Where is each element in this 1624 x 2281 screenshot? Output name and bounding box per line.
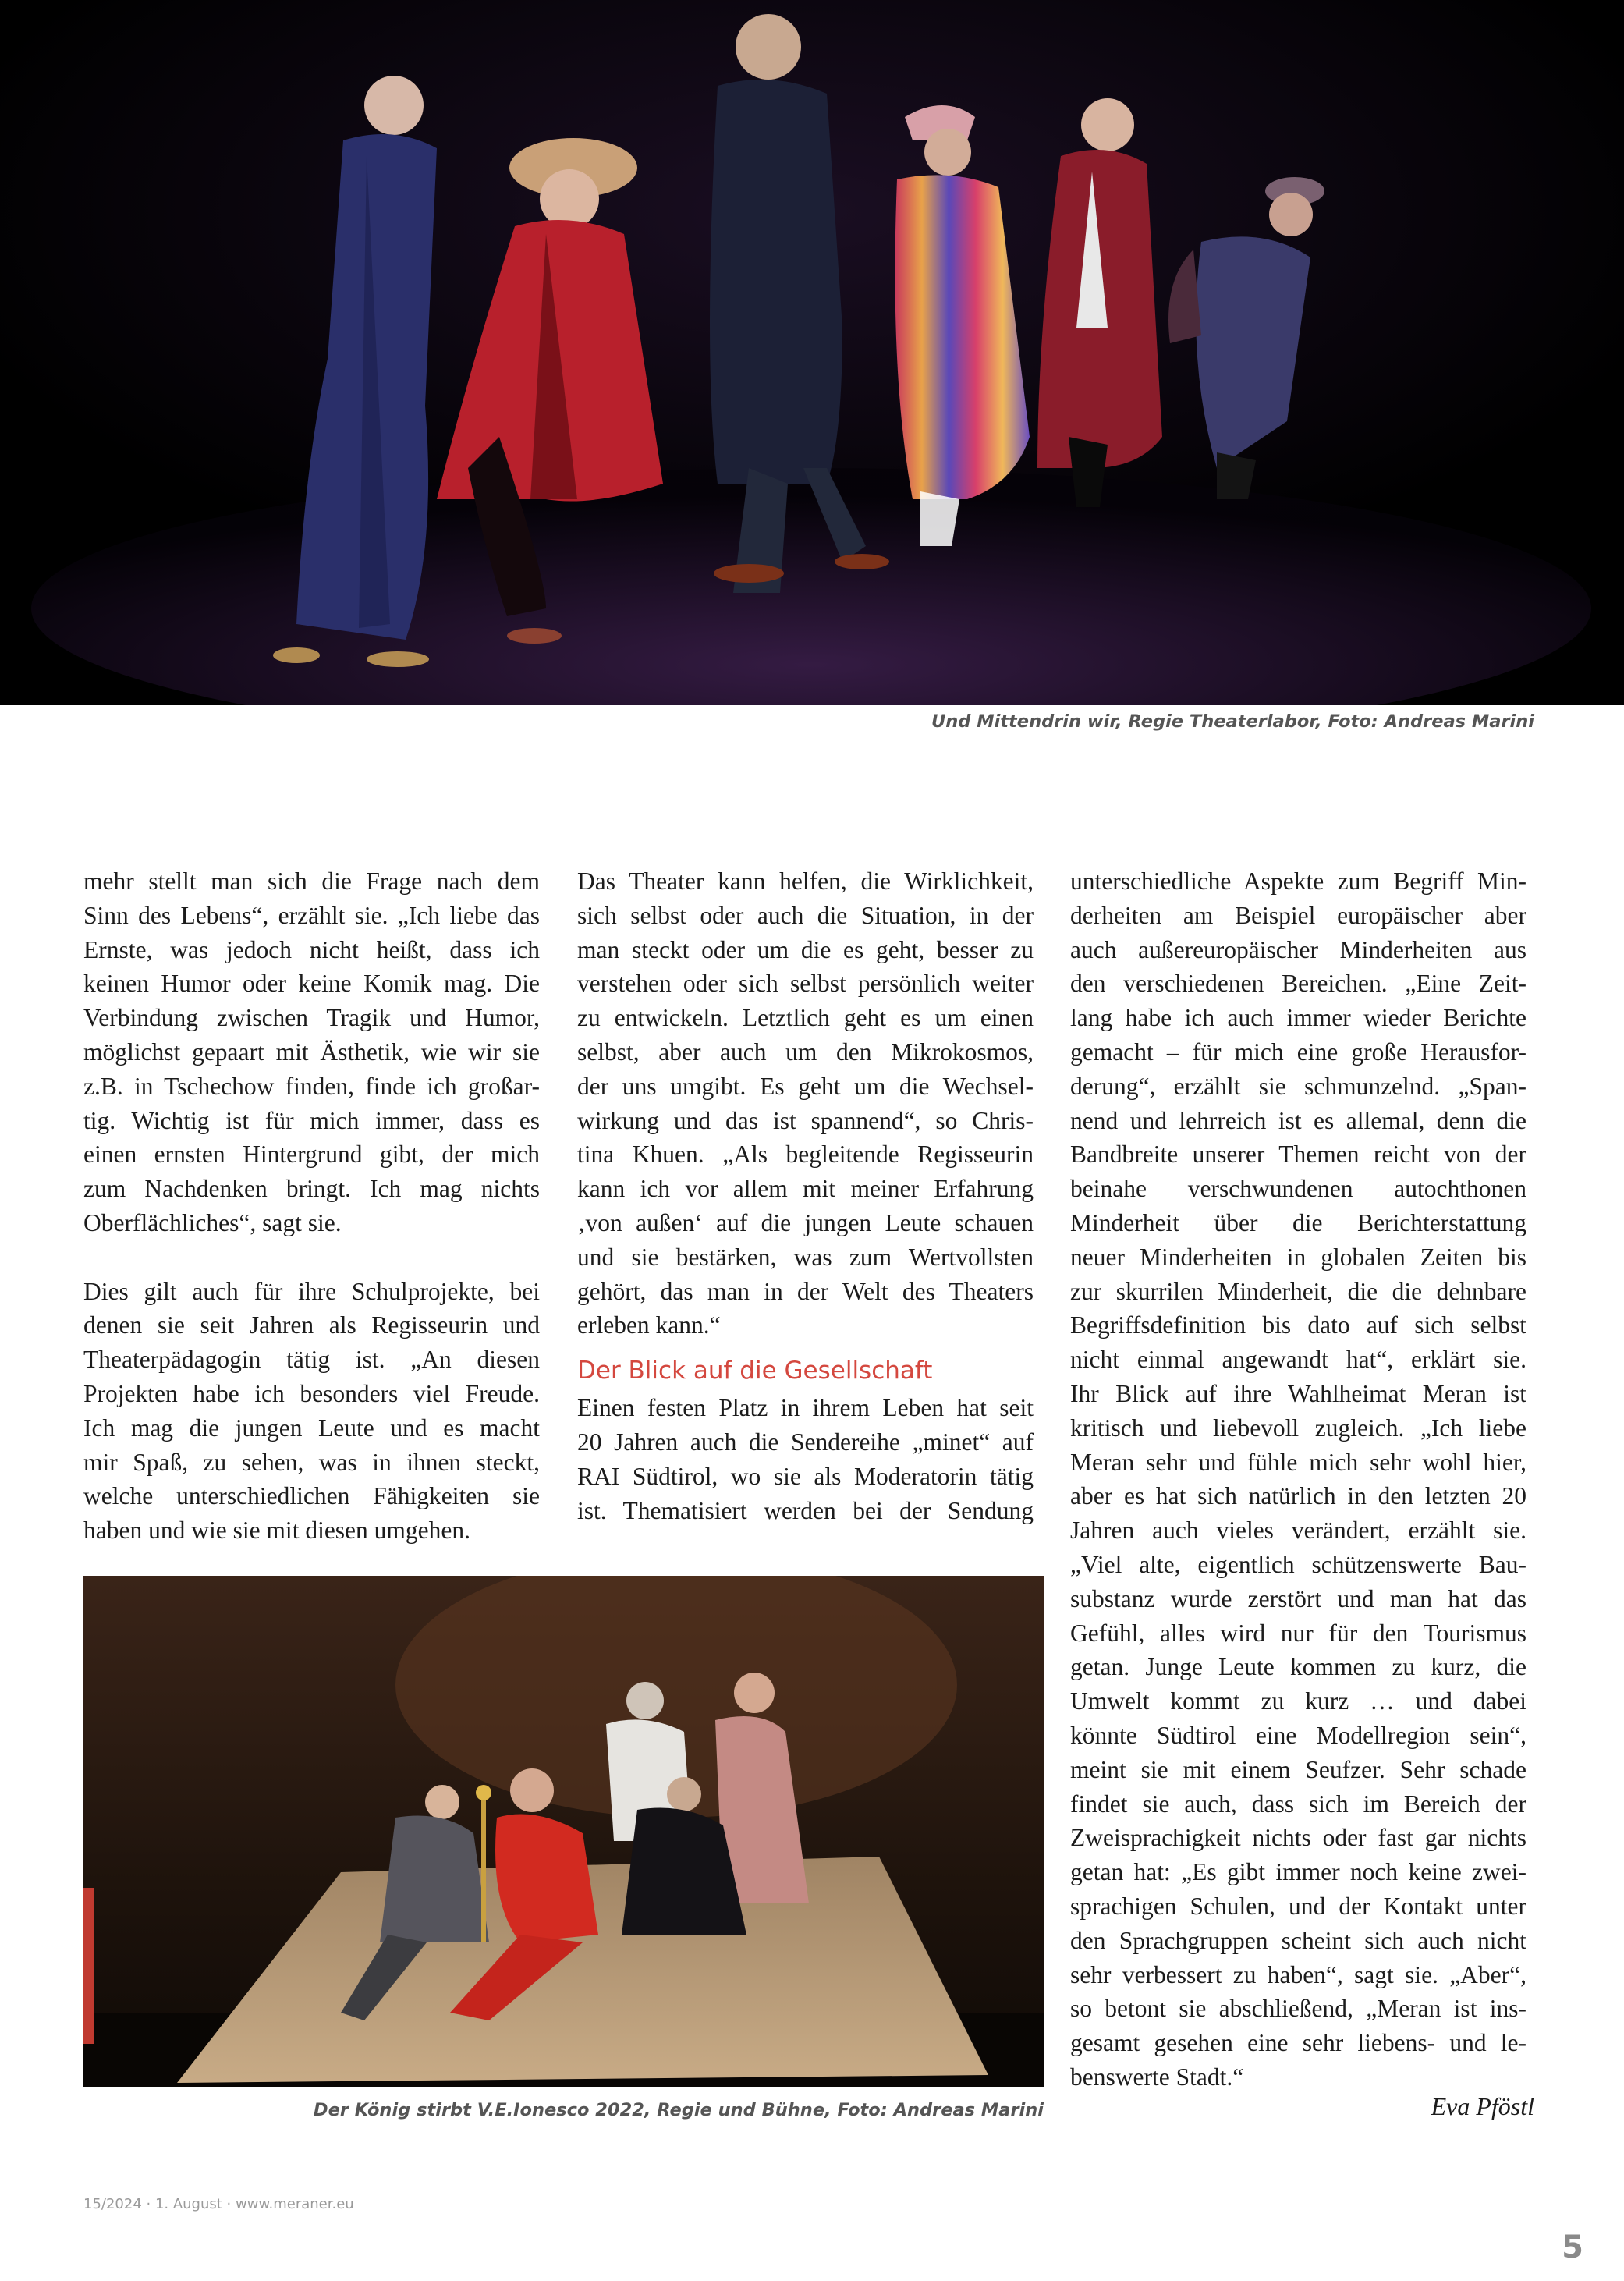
text-line: substanz wurde zerstört und man hat das bbox=[1070, 1584, 1526, 1612]
text-line: z.B. in Tschechow finden, finde ich großar- bbox=[83, 1072, 540, 1100]
text-line: den Sprachgruppen scheint sich auch nicht bbox=[1070, 1926, 1526, 1954]
text-line: ist. Thematisiert werden bei der Sendung bbox=[577, 1496, 1034, 1524]
text-line: „Viel alte, eigentlich schützenswerte Bau- bbox=[1070, 1550, 1526, 1578]
text-line: getan hat: „Es gibt immer noch keine zwei- bbox=[1070, 1858, 1526, 1886]
text-line: derheiten am Beispiel europäischer aber bbox=[1070, 901, 1526, 929]
text-line: möglichst gepaart mit Ästhetik, wie wir sie bbox=[83, 1038, 540, 1066]
top-stage-photo bbox=[0, 0, 1624, 705]
text-line: sich selbst oder auch die Situation, in der bbox=[577, 901, 1034, 929]
text-line: lang habe ich auch immer wieder Berichte bbox=[1070, 1004, 1526, 1032]
text-line: Minderheit über die Berichterstattung bbox=[1070, 1208, 1526, 1236]
text-line: RAI Südtirol, wo sie als Moderatorin tätig bbox=[577, 1462, 1034, 1490]
text-line: verstehen oder sich selbst persönlich weiter bbox=[577, 970, 1034, 998]
text-line: Begriffsdefinition bis dato auf sich selbst bbox=[1070, 1311, 1526, 1339]
text-line: nend und lehrreich ist es allemal, denn die bbox=[1070, 1106, 1526, 1134]
text-line: denen sie seit Jahren als Regisseurin und bbox=[83, 1311, 540, 1339]
text-line: Dies gilt auch für ihre Schulprojekte, bei bbox=[83, 1277, 540, 1305]
page-number: 5 bbox=[1562, 2230, 1583, 2265]
text-line: welche unterschiedlichen Fähigkeiten sie bbox=[83, 1482, 540, 1510]
text-line: ‚von außen‘ auf die jungen Leute schauen bbox=[577, 1208, 1034, 1236]
text-line: benswerte Stadt.“ bbox=[1070, 2063, 1244, 2091]
author-signature: Eva Pföstl bbox=[1431, 2092, 1534, 2120]
text-line: getan. Junge Leute kommen zu kurz, die bbox=[1070, 1653, 1526, 1681]
text-line: wirkung und das ist spannend“, so Chris- bbox=[577, 1106, 1034, 1134]
bottom-stage-photo bbox=[83, 1576, 1044, 2087]
text-line: Das Theater kann helfen, die Wirklichkeit, bbox=[577, 867, 1034, 895]
text-line: Jahren auch vieles verändert, erzählt sie. bbox=[1070, 1517, 1526, 1545]
text-line: zu entwickeln. Letztlich geht es um einen bbox=[577, 1004, 1034, 1032]
text-line: Gefühl, alles wird nur für den Tourismus bbox=[1070, 1619, 1526, 1647]
text-line: Meran sehr und fühle mich sehr wohl hier, bbox=[1070, 1448, 1526, 1476]
text-line: kritisch und liebevoll zugleich. „Ich liebe bbox=[1070, 1414, 1526, 1442]
text-line: 20 Jahren auch die Sendereihe „minet“ auf bbox=[577, 1428, 1034, 1456]
text-line: nicht einmal angewandt hat“, erklärt sie. bbox=[1070, 1346, 1526, 1374]
footer-issue-line: 15/2024 · 1. August · www.meraner.eu bbox=[83, 2196, 354, 2212]
text-line: Ihr Blick auf ihre Wahlheimat Meran ist bbox=[1070, 1379, 1526, 1407]
text-line: Umwelt kommt zu kurz … und dabei bbox=[1070, 1687, 1526, 1715]
paragraph-gap bbox=[83, 1240, 540, 1275]
text-line: Sinn des Lebens“, erzählt sie. „Ich liebe das bbox=[83, 901, 540, 929]
text-line: tina Khuen. „Als begleitende Regisseurin bbox=[577, 1140, 1034, 1169]
text-line: Ernste, was jedoch nicht heißt, dass ich bbox=[83, 935, 540, 963]
text-line: Projekten habe ich besonders viel Freude. bbox=[83, 1379, 540, 1407]
text-line: einen ernsten Hintergrund gibt, der mich bbox=[83, 1140, 540, 1169]
text-line: zum Nachdenken bringt. Ich mag nichts bbox=[83, 1175, 540, 1203]
text-line: kann ich vor allem mit meiner Erfahrung bbox=[577, 1175, 1034, 1203]
text-line: zur skurrilen Minderheit, die die dehnbare bbox=[1070, 1277, 1526, 1305]
text-line: Einen festen Platz in ihrem Leben hat seit bbox=[577, 1394, 1034, 1422]
text-line: mehr stellt man sich die Frage nach dem bbox=[83, 867, 540, 895]
bottom-photo-illustration bbox=[83, 1576, 1044, 2087]
text-line: Zweisprachigkeit nichts oder fast gar nichts bbox=[1070, 1824, 1526, 1852]
text-line: und sie bestärken, was zum Wertvollsten bbox=[577, 1243, 1034, 1271]
text-line: Oberflächliches“, sagt sie. bbox=[83, 1208, 342, 1236]
text-line: neuer Minderheiten in globalen Zeiten bis bbox=[1070, 1243, 1526, 1271]
article-column-3 bbox=[1070, 864, 1526, 2095]
text-line: tig. Wichtig ist für mich immer, dass es bbox=[83, 1106, 540, 1134]
text-line: keinen Humor oder keine Komik mag. Die bbox=[83, 970, 540, 998]
text-line: sehr verbessert zu haben“, sagt sie. „Aber“, bbox=[1070, 1960, 1526, 1988]
text-line: gemacht – für mich eine große Herausfor- bbox=[1070, 1038, 1526, 1066]
text-line: sprachigen Schulen, und der Kontakt unter bbox=[1070, 1892, 1526, 1920]
text-line: so betont sie abschließend, „Meran ist ins- bbox=[1070, 1995, 1526, 2023]
text-line: selbst, aber auch um den Mikrokosmos, bbox=[577, 1038, 1034, 1066]
text-line: meint sie mit einem Seufzer. Sehr schade bbox=[1070, 1755, 1526, 1783]
text-line: könnte Südtirol eine Modellregion sein“, bbox=[1070, 1721, 1526, 1749]
text-line: haben und wie sie mit diesen umgehen. bbox=[83, 1517, 471, 1545]
text-line: Theaterpädagogin tätig ist. „An diesen bbox=[83, 1346, 540, 1374]
top-photo-illustration bbox=[0, 0, 1624, 705]
text-line: den verschiedenen Bereichen. „Eine Zeit- bbox=[1070, 970, 1526, 998]
text-line: beinahe verschwundenen autochthonen bbox=[1070, 1175, 1526, 1203]
text-line: gehört, das man in der Welt des Theaters bbox=[577, 1277, 1034, 1305]
text-line: derung“, erzählt sie schmunzelnd. „Span- bbox=[1070, 1072, 1526, 1100]
article-column-2 bbox=[577, 864, 1034, 1527]
text-line: aber es hat sich natürlich in den letzten 20 bbox=[1070, 1482, 1526, 1510]
top-photo-caption: Und Mittendrin wir, Regie Theaterlabor, Foto: Andreas Marini bbox=[931, 711, 1534, 732]
text-line: Verbindung zwischen Tragik und Humor, bbox=[83, 1004, 540, 1032]
text-line: Ich mag die jungen Leute und es macht bbox=[83, 1414, 540, 1442]
text-line: mir Spaß, zu sehen, was in ihnen steckt, bbox=[83, 1448, 540, 1476]
text-line: man steckt oder um die es geht, besser zu bbox=[577, 935, 1034, 963]
bottom-photo-caption: Der König stirbt V.E.Ionesco 2022, Regie und Bühne, Foto: Andreas Marini bbox=[313, 2100, 1044, 2120]
text-line: findet sie auch, dass sich im Bereich der bbox=[1070, 1790, 1526, 1818]
article-column-1 bbox=[83, 864, 540, 1548]
text-line: Bandbreite unserer Themen reicht von der bbox=[1070, 1140, 1526, 1169]
section-subheading: Der Blick auf die Gesellschaft bbox=[577, 1357, 933, 1385]
text-line: erleben kann.“ bbox=[577, 1311, 721, 1339]
text-line: auch außereuropäischer Minderheiten aus bbox=[1070, 935, 1526, 963]
text-line: unterschiedliche Aspekte zum Begriff Min- bbox=[1070, 867, 1526, 895]
text-line: gesamt gesehen eine sehr liebens- und le- bbox=[1070, 2029, 1526, 2057]
text-line: der uns umgibt. Es geht um die Wechsel- bbox=[577, 1072, 1034, 1100]
